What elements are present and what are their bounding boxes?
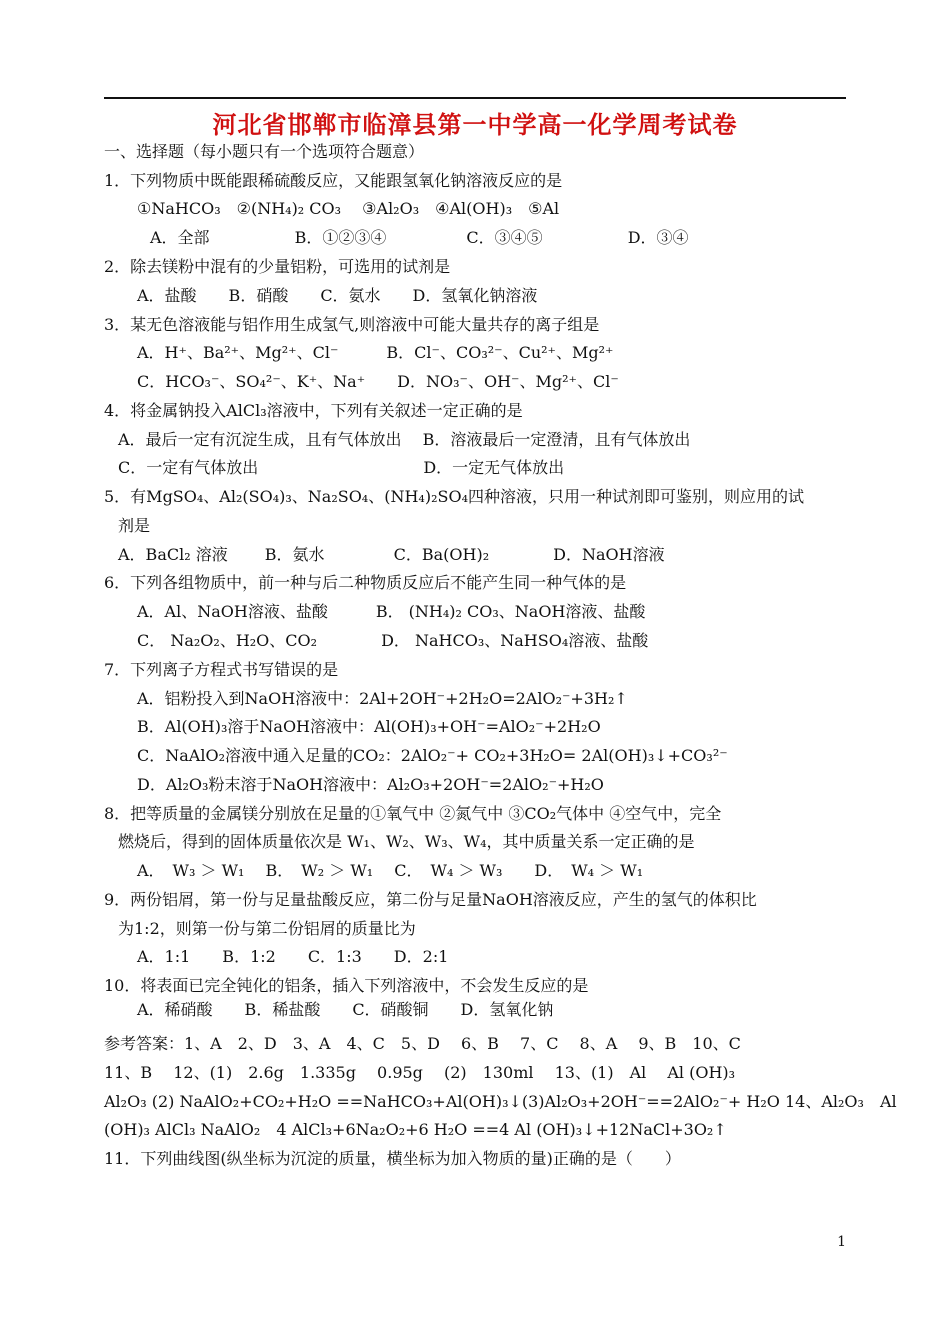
text-line: (OH)₃ AlCl₃ NaAlO₂ 4 AlCl₃+6Na₂O₂+6 H₂O ==4 Al (OH)₃↓+12NaCl+3O₂↑	[104, 1120, 727, 1139]
text-line: Al₂O₃ (2) NaAlO₂+CO₂+H₂O ==NaHCO₃+Al(OH)₃↓(3)Al₂O₃+2OH⁻==2AlO₂⁻+ H₂O 14、Al₂O₃ Al	[104, 1092, 897, 1111]
text-line: 10．将表面已完全钝化的铝条，插入下列溶液中，不会发生反应的是	[104, 976, 589, 995]
text-line: B．Al(OH)₃溶于NaOH溶液中：Al(OH)₃+OH⁻=AlO₂⁻+2H₂O	[137, 717, 601, 736]
text-line: 11、B 12、(1) 2.6g 1.335g 0.95g (2) 130ml 13、(1) Al Al (OH)₃	[104, 1063, 736, 1082]
text-line: A．Al、NaOH溶液、盐酸 B． (NH₄)₂ CO₃、NaOH溶液、盐酸	[137, 602, 646, 621]
text-line: 6．下列各组物质中，前一种与后二种物质反应后不能产生同一种气体的是	[104, 573, 627, 592]
text-line: 3．某无色溶液能与铝作用生成氢气,则溶液中可能大量共存的离子组是	[104, 315, 600, 334]
text-line: A．全部 B．①②③④ C．③④⑤ D．③④	[150, 228, 689, 247]
section-heading: 一、选择题（每小题只有一个选项符合题意）	[104, 142, 425, 161]
text-line: C．NaAlO₂溶液中通入足量的CO₂：2AlO₂⁻+ CO₂+3H₂O= 2Al(OH)₃↓+CO₃²⁻	[137, 746, 728, 765]
text-line: 5．有MgSO₄、Al₂(SO₄)₃、Na₂SO₄、(NH₄)₂SO₄四种溶液，只用一种试剂即可鉴别，则应用的试	[104, 487, 804, 506]
header-rule	[104, 97, 846, 99]
text-line: A． W₃ ＞ W₁ B． W₂ ＞ W₁ C． W₄ ＞ W₃ D． W₄ ＞ W₁	[137, 861, 644, 880]
text-line: C． Na₂O₂、H₂O、CO₂ D． NaHCO₃、NaHSO₄溶液、盐酸	[137, 631, 649, 650]
text-line: ①NaHCO₃ ②(NH₄)₂ CO₃ ③Al₂O₃ ④Al(OH)₃ ⑤Al	[137, 199, 560, 218]
text-line: 为1:2，则第一份与第二份铝屑的质量比为	[118, 919, 416, 938]
text-line: 1．下列物质中既能跟稀硫酸反应，又能跟氢氧化钠溶液反应的是	[104, 171, 563, 190]
text-line: A．盐酸 B．硝酸 C．氨水 D．氢氧化钠溶液	[137, 286, 538, 305]
text-line: 剂是	[118, 516, 151, 535]
text-line: 8．把等质量的金属镁分别放在足量的①氧气中 ②氮气中 ③CO₂气体中 ④空气中，完全	[104, 804, 722, 823]
text-line: 9．两份铝屑，第一份与足量盐酸反应，第二份与足量NaOH溶液反应，产生的氢气的体积比	[104, 890, 757, 909]
text-line: C．一定有气体放出 D．一定无气体放出	[118, 458, 565, 477]
text-line: 4．将金属钠投入AlCl₃溶液中，下列有关叙述一定正确的是	[104, 401, 523, 420]
page-number: 1	[837, 1234, 846, 1250]
text-line: 7．下列离子方程式书写错误的是	[104, 660, 339, 679]
text-line: C．HCO₃⁻、SO₄²⁻、K⁺、Na⁺ D．NO₃⁻、OH⁻、Mg²⁺、Cl⁻	[137, 372, 619, 391]
text-line: 11．下列曲线图(纵坐标为沉淀的质量，横坐标为加入物质的量)正确的是（ ）	[104, 1149, 681, 1168]
text-line: A．1:1 B．1:2 C．1:3 D．2:1	[137, 947, 449, 966]
text-line: 参考答案：1、A 2、D 3、A 4、C 5、D 6、B 7、C 8、A 9、B 10、C	[104, 1034, 741, 1053]
text-line: A．H⁺、Ba²⁺、Mg²⁺、Cl⁻ B．Cl⁻、CO₃²⁻、Cu²⁺、Mg²⁺	[137, 343, 614, 362]
text-line: A．铝粉投入到NaOH溶液中：2Al+2OH⁻+2H₂O=2AlO₂⁻+3H₂↑	[137, 689, 628, 708]
page-title: 河北省邯郸市临漳县第一中学高一化学周考试卷	[212, 110, 738, 139]
text-line: A．最后一定有沉淀生成，且有气体放出 B．溶液最后一定澄清，且有气体放出	[118, 430, 691, 449]
text-line: A．BaCl₂ 溶液 B．氨水 C．Ba(OH)₂ D．NaOH溶液	[118, 545, 665, 564]
text-line: 2．除去镁粉中混有的少量铝粉，可选用的试剂是	[104, 257, 451, 276]
text-line: D．Al₂O₃粉末溶于NaOH溶液中：Al₂O₃+2OH⁻=2AlO₂⁻+H₂O	[137, 775, 604, 794]
text-line: 燃烧后，得到的固体质量依次是 W₁、W₂、W₃、W₄，其中质量关系一定正确的是	[118, 832, 695, 851]
text-line: A．稀硝酸 B．稀盐酸 C．硝酸铜 D．氢氧化钠	[137, 1000, 554, 1019]
